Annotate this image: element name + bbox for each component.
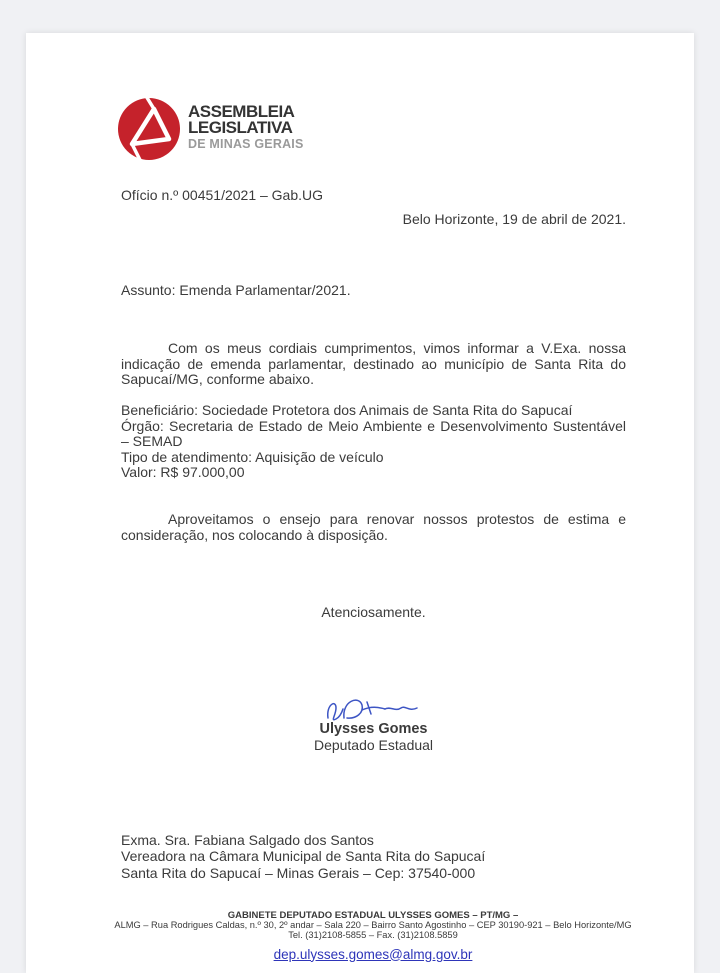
recipient-name: Exma. Sra. Fabiana Salgado dos Santos	[121, 832, 374, 848]
paragraph-closing: Aproveitamos o ensejo para renovar nossos protestos de estima e consideração, nos colocando à disposição.	[121, 511, 626, 543]
amendment-details	[121, 403, 626, 481]
almg-triangle-circle-icon	[118, 98, 180, 160]
letter-page	[26, 33, 694, 973]
oficio-reference: Ofício n.º 00451/2021 – Gab.UG	[121, 187, 324, 203]
subject-line: Assunto: Emenda Parlamentar/2021.	[121, 282, 351, 298]
recipient-role: Vereadora na Câmara Municipal de Santa Rita do Sapucaí	[121, 848, 486, 865]
footer-address-line: ALMG – Rua Rodrigues Caldas, n.º 30, 2º andar – Sala 220 – Bairro Santo Agostinho – CEP 30190-921 – Belo Horizonte/MG	[114, 920, 632, 930]
logo-line-1: ASSEMBLEIA	[188, 102, 295, 121]
logo-line-3: DE MINAS GERAIS	[188, 137, 304, 151]
detail-valor: Valor: R$ 97.000,00	[121, 464, 245, 481]
signer-name: Ulysses Gomes	[319, 721, 428, 737]
almg-logo	[118, 98, 304, 160]
letterhead-footer	[104, 911, 642, 962]
footer-phone-line: Tel. (31)2108-5855 – Fax. (31)2108.5859	[288, 929, 458, 940]
paragraph-intro: Com os meus cordiais cumprimentos, vimos informar a V.Exa. nossa indicação de emenda parlamentar, destinado ao município de Santa Rita do Sapucaí/MG, conforme abaixo.	[121, 340, 626, 388]
recipient-block	[121, 832, 626, 881]
footer-office-line: GABINETE DEPUTADO ESTADUAL ULYSSES GOMES – PT/MG –	[227, 910, 519, 921]
footer-email-link[interactable]: dep.ulysses.gomes@almg.gov.br	[273, 946, 473, 962]
signer-title: Deputado Estadual	[313, 737, 434, 753]
detail-orgao: Órgão: Secretaria de Estado de Meio Ambiente e Desenvolvimento Sustentável – SEMAD	[121, 417, 626, 450]
footer-email-wrap	[104, 947, 642, 963]
detail-tipo: Tipo de atendimento: Aquisição de veículo	[121, 448, 384, 465]
recipient-address: Santa Rita do Sapucaí – Minas Gerais – Cep: 37540-000	[121, 864, 476, 881]
closing-salutation: Atenciosamente.	[321, 604, 426, 620]
date-line: Belo Horizonte, 19 de abril de 2021.	[402, 211, 626, 227]
detail-beneficiario: Beneficiário: Sociedade Protetora dos Animais de Santa Rita do Sapucaí	[121, 402, 573, 418]
logo-line-2: LEGISLATIVA	[188, 118, 293, 137]
almg-logo-text	[188, 98, 304, 151]
